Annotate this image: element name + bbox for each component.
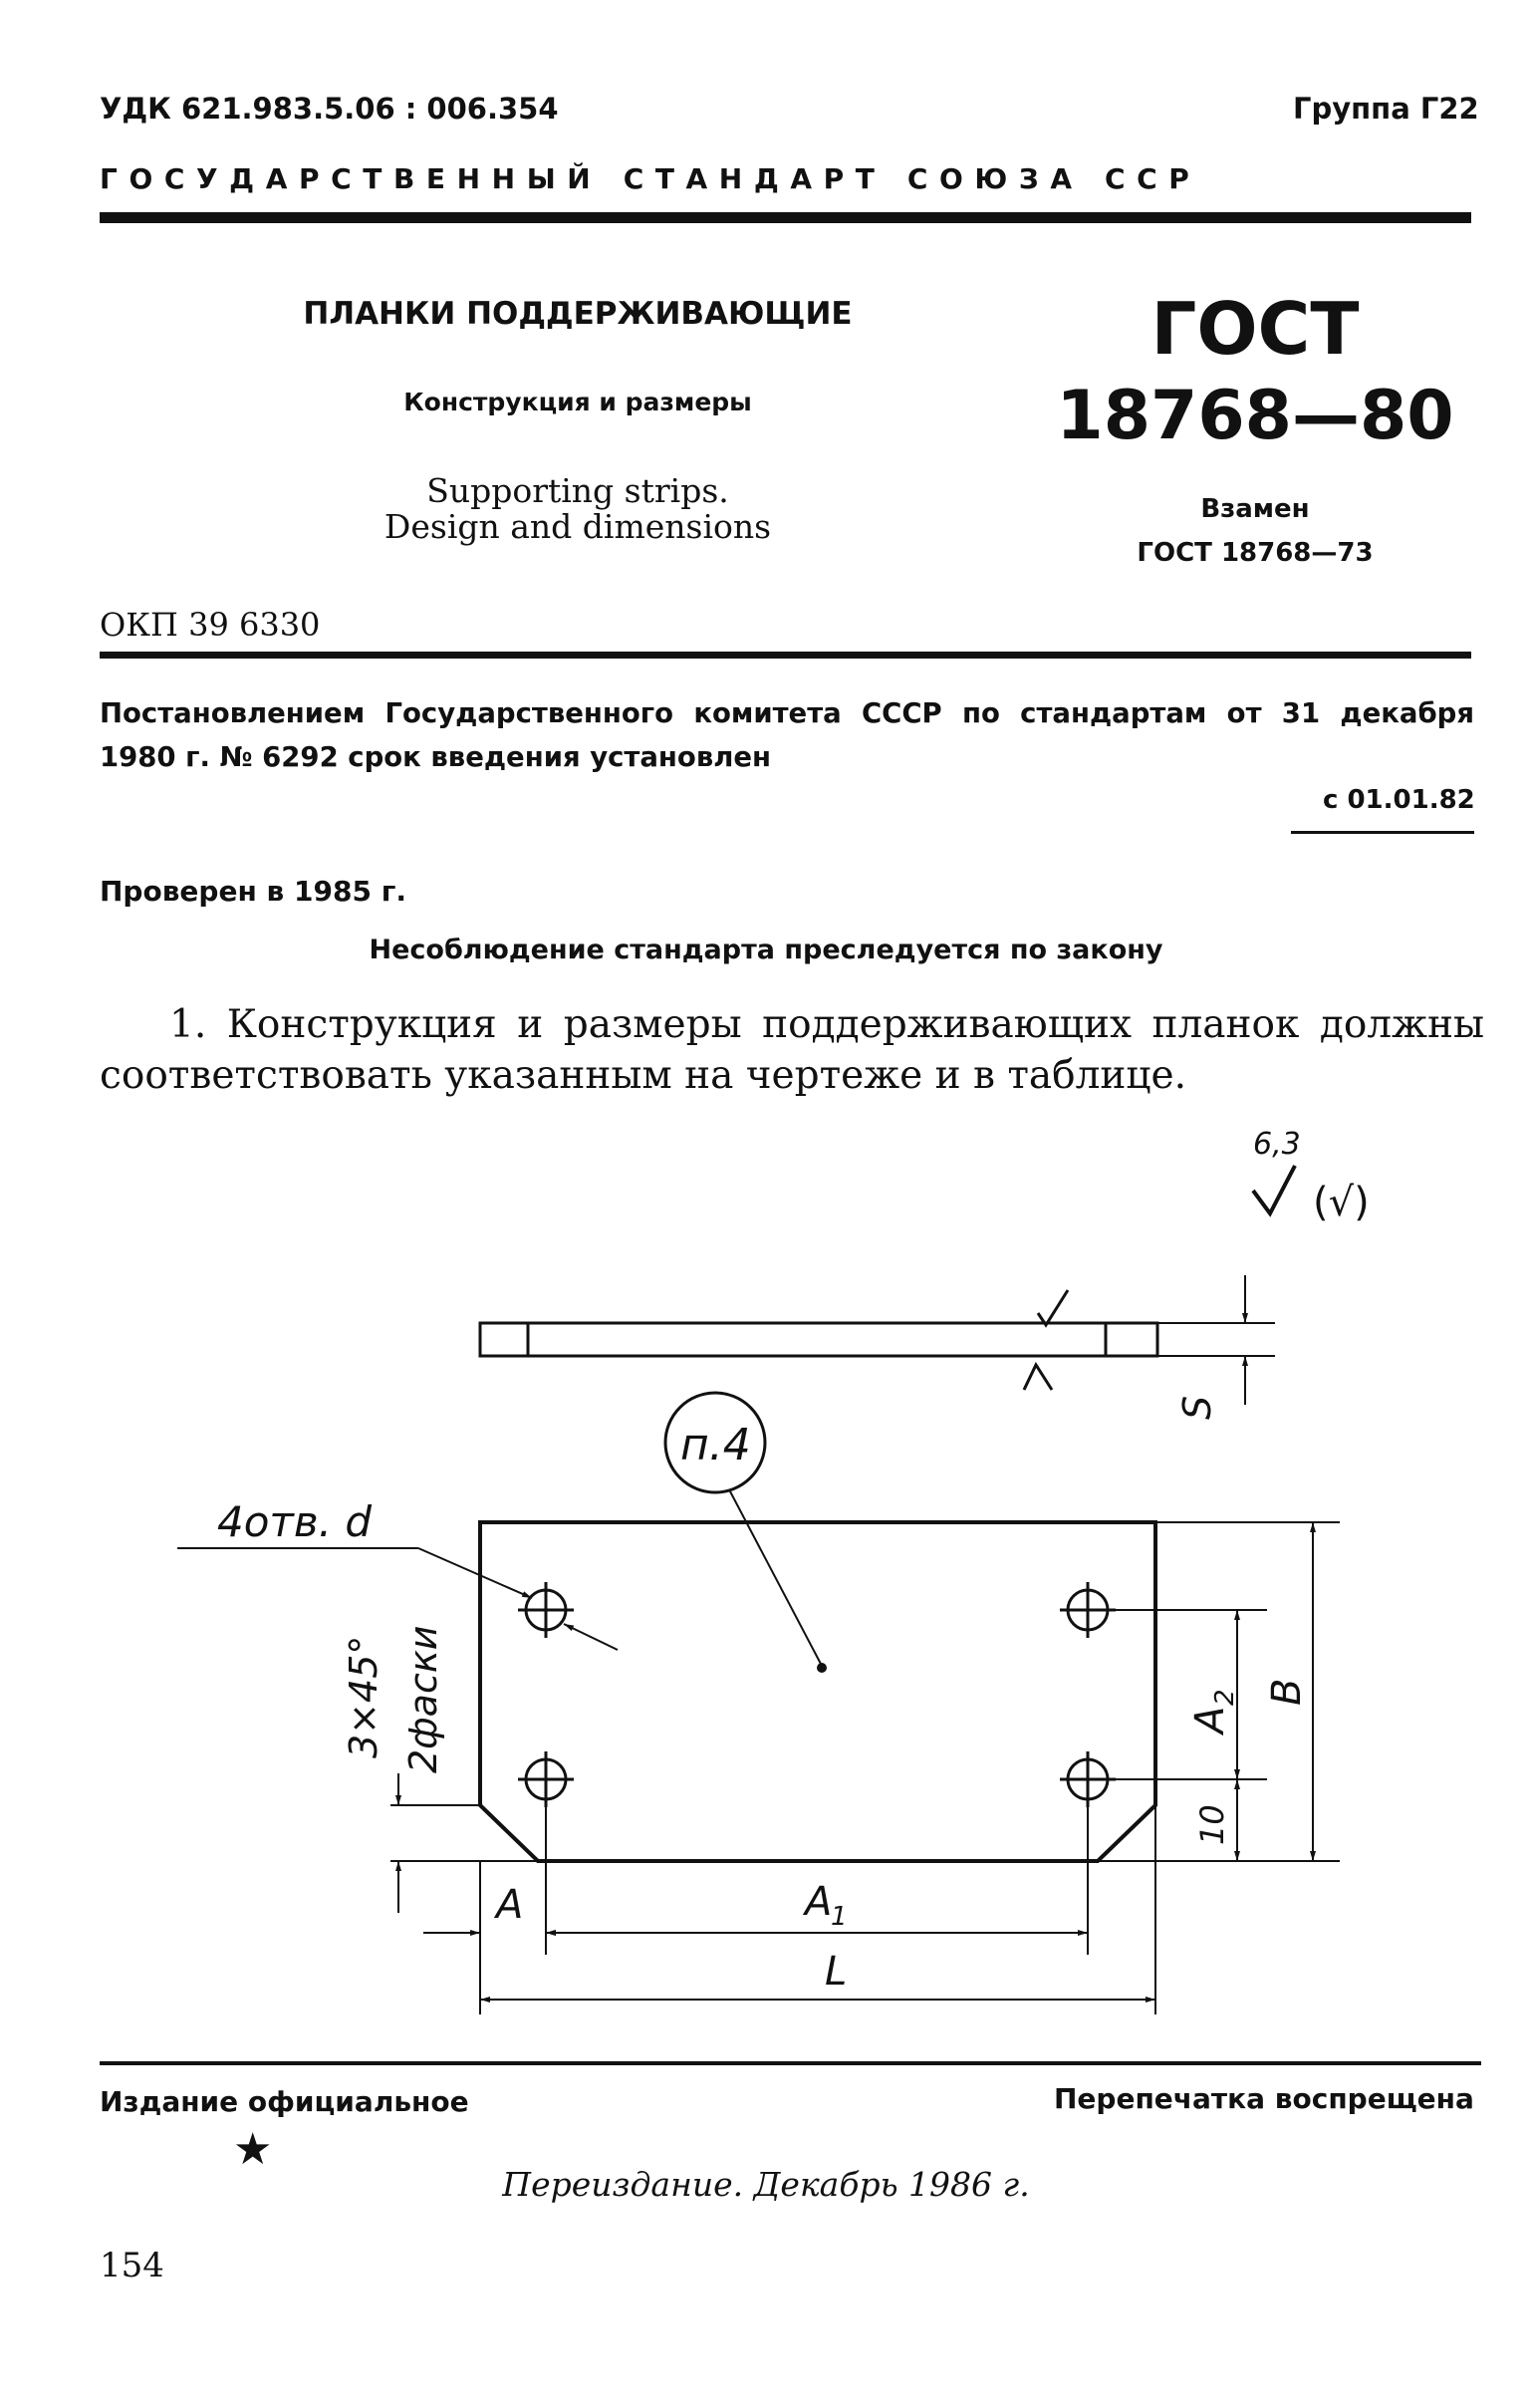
reprint-prohibited: Перепечатка воспрещена [1054, 2082, 1474, 2115]
paragraph-1: 1. Конструкция и размеры поддерживающих планок должны соответствовать указанным на чертеже и в таблице. [100, 1002, 1484, 1098]
vertical-dimensions [1098, 1522, 1340, 1861]
english-title-line-1: Supporting strips. [426, 471, 729, 510]
gost-number: 18768—80 [1056, 377, 1454, 455]
dim-a1-label: A [805, 1879, 833, 1925]
roughness-symbol [1253, 1127, 1370, 1225]
dim-a2-subscript: 2 [1210, 1689, 1240, 1706]
holes-label: 4отв. d [217, 1497, 372, 1546]
chamfer-dimension [342, 1626, 538, 1914]
checked-year: Проверен в 1985 г. [100, 875, 406, 908]
horizontal-dimensions [423, 1799, 1155, 2014]
group-code: Группа Г22 [1293, 92, 1479, 126]
reissue-note: Переиздание. Декабрь 1986 г. [502, 2165, 1030, 2204]
decree-text: Постановлением Государственного комитета СССР по стандартам от 31 декабря 1980 г. № 6292 срок введения установлен [100, 697, 1474, 773]
footer-divider [100, 2061, 1481, 2065]
udk-code: УДК 621.983.5.06 : 006.354 [100, 92, 559, 126]
effective-date-underline [1291, 831, 1474, 834]
strip-plan-outline [480, 1522, 1155, 1861]
replaces-standard: ГОСТ 18768—73 [1137, 538, 1374, 568]
document-subtitle: Конструкция и размеры [403, 388, 752, 416]
chamfer-count-label: 2фаски [401, 1625, 445, 1773]
technical-drawing [0, 1096, 1532, 2052]
dim-a2-label: A [1187, 1706, 1233, 1734]
roughness-value: 6,3 [1253, 1127, 1301, 1162]
replaces-label: Взамен [1200, 494, 1310, 524]
callout-bubble [665, 1393, 826, 1672]
dim-10-label: 10 [1193, 1804, 1231, 1845]
effective-date: с 01.01.82 [1323, 785, 1475, 815]
roughness-note: (√) [1313, 1180, 1370, 1225]
dim-l-label: L [825, 1949, 848, 1995]
title-divider [100, 652, 1471, 659]
page-number: 154 [100, 2246, 164, 2285]
callout-label: п.4 [680, 1420, 751, 1471]
official-edition: Издание официальное [100, 2085, 469, 2118]
gost-label: ГОСТ [1150, 287, 1360, 371]
side-view-strip [480, 1275, 1275, 1420]
dim-a1-subscript: 1 [831, 1902, 848, 1932]
okp-code: ОКП 39 6330 [100, 606, 321, 644]
dim-b-label: B [1264, 1678, 1310, 1706]
document-title: ПЛАНКИ ПОДДЕРЖИВАЮЩИЕ [303, 296, 853, 332]
dim-s-label: S [1175, 1395, 1219, 1420]
star-icon: ★ [233, 2124, 273, 2175]
holes [518, 1582, 1116, 1807]
law-notice: Несоблюдение стандарта преследуется по закону [369, 935, 1163, 965]
header-divider [100, 212, 1471, 223]
dim-a-label: A [496, 1882, 524, 1928]
hole-leader [177, 1497, 618, 1650]
state-standard-heading: ГОСУДАРСТВЕННЫЙ СТАНДАРТ СОЮЗА ССР [100, 162, 1201, 195]
chamfer-size-label: 3×45° [342, 1635, 385, 1758]
english-title-line-2: Design and dimensions [383, 507, 772, 546]
